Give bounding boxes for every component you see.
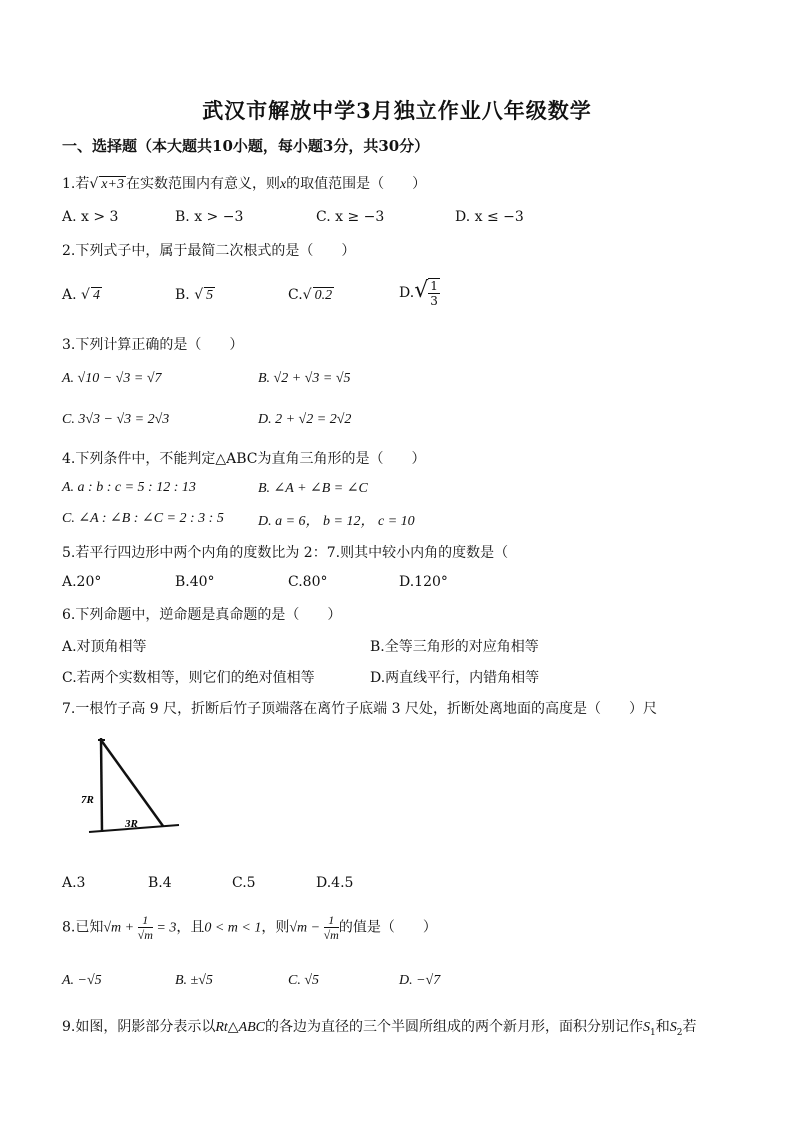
q8-option-a: A. −√5 [62,973,102,988]
q6-option-a: A.对顶角相等 [62,639,147,655]
question-4-stem: 4.下列条件中，不能判定△ABC为直角三角形的是（ ） [62,451,426,467]
q2-a-radicand: 4 [92,288,100,303]
q8-expr2: √m − [289,920,324,936]
q6-option-d: D.两直线平行，内错角相等 [370,670,540,686]
q3-option-d: D. 2 + √2 = 2√2 [258,412,352,427]
q2-option-a [62,287,102,304]
q8-text-b: 的值是（ ） [338,919,437,936]
q9-and: 和 [655,1019,670,1035]
q9-s2-sub: 2 [676,1027,683,1038]
q8-option-b: B. ±√5 [175,973,213,988]
q2-a-label: A. [62,287,77,303]
q8-expr1-b: = 3 [152,920,177,936]
question-2-stem: 2.下列式子中，属于最简二次根式的是（ ） [62,243,356,259]
question-9-stem [62,1016,696,1038]
question-7-stem: 7.一根竹子高 9 尺，折断后竹子顶端落在离竹子底端 3 尺处，折断处离地面的高度是（ ）尺 [62,701,657,717]
q8-text-a: 8.已知 [62,919,104,936]
q8-frac2 [324,913,339,942]
q1-text-c: 的取值范围是（ ） [286,176,427,192]
q8-expr1: √m + [103,920,138,936]
q8-frac2-den: √m [323,928,339,942]
radical-sign: √ [414,278,429,303]
q2-c-radicand: 0.2 [314,288,333,303]
q5-option-d: D.120° [399,574,448,590]
q8-frac1-num: 1 [138,913,153,928]
vertical-side [101,738,102,832]
q1-var: x [279,177,287,192]
q9-text-b: 的各边为直径的三个半圆所组成的两个新月形，面积分别记作 [265,1019,644,1035]
q1-option-b: B. x > −3 [175,209,244,225]
q9-s1: S [643,1020,651,1035]
q4-option-d: D. a = 6， b = 12， c = 10 [258,514,415,529]
q1-radicand: x+3 [101,177,124,192]
q9-triangle: Rt△ABC [215,1020,266,1035]
q1-text-a: 1.若 [62,176,90,192]
q2-option-b [175,287,215,304]
q2-d-label: D. [399,285,415,301]
q2-d-den: 3 [430,294,438,308]
radical-sign: √ [81,287,90,303]
q1-text-b: 在实数范围内有意义，则 [125,176,280,192]
q8-frac1 [138,913,153,942]
q5-option-a: A.20° [62,574,102,590]
hypotenuse [101,740,163,826]
q2-c-label: C. [288,287,303,303]
section-heading: 一、选择题（本大题共10小题，每小题3分，共30分） [62,137,430,155]
label-3r: 3R [125,818,138,830]
question-6-stem: 6.下列命题中，逆命题是真命题的是（ ） [62,607,342,623]
question-1-stem [62,173,426,193]
q2-d-fraction [428,278,440,308]
q6-option-b: B.全等三角形的对应角相等 [370,639,539,655]
q8-mid2: ，则 [261,919,290,936]
radical-sign: √ [302,287,312,303]
q3-option-c: C. 3√3 − √3 = 2√3 [62,412,170,427]
q2-option-d [399,278,440,308]
q6-option-c: C.若两个实数相等，则它们的绝对值相等 [62,670,315,686]
q9-text-c: 若 [682,1019,697,1035]
q4-option-a: A. a : b : c = 5 : 12 : 13 [62,480,196,495]
q7-option-b: B.4 [148,875,172,891]
page-title: 武汉市解放中学3月独立作业八年级数学 [202,98,592,123]
label-7r: 7R [81,794,94,806]
q7-option-c: C.5 [232,875,256,891]
q8-mid: ，且 [176,919,205,936]
q5-option-c: C.80° [288,574,328,590]
bamboo-triangle-figure [75,728,185,840]
q2-b-radicand: 5 [206,288,214,303]
q8-condition: 0 < m < 1 [204,920,262,936]
q4-option-c: C. ∠A : ∠B : ∠C = 2 : 3 : 5 [62,511,224,526]
radical-sign: √ [194,287,204,303]
q1-option-a: A. x > 3 [62,209,119,225]
q3-option-b: B. √2 + √3 = √5 [258,371,351,386]
q1-option-d: D. x ≤ −3 [455,209,524,225]
q4-option-b: B. ∠A + ∠B = ∠C [258,481,368,496]
q9-s1-sub: 1 [650,1027,656,1038]
q9-text-a: 9.如图，阴影部分表示以 [62,1019,216,1035]
q2-b-label: B. [175,287,190,303]
q5-option-b: B.40° [175,574,215,590]
question-3-stem: 3.下列计算正确的是（ ） [62,337,244,353]
q8-frac2-num: 1 [324,913,339,928]
q3-option-a: A. √10 − √3 = √7 [62,371,162,386]
q8-option-c: C. √5 [288,973,320,988]
question-8-stem [62,913,437,942]
question-5-stem: 5.若平行四边形中两个内角的度数比为 2：7.则其中较小内角的度数是（ [62,545,509,561]
q2-d-num: 1 [430,279,438,293]
q2-option-c [288,287,334,304]
q7-option-d: D.4.5 [316,875,354,891]
q8-option-d: D. −√7 [399,973,441,988]
q9-s2: S [669,1020,677,1035]
q1-option-c: C. x ≥ −3 [316,209,385,225]
q7-option-a: A.3 [62,875,86,891]
radical-sign: √ [89,176,99,192]
q8-frac1-den: √m [137,928,153,942]
